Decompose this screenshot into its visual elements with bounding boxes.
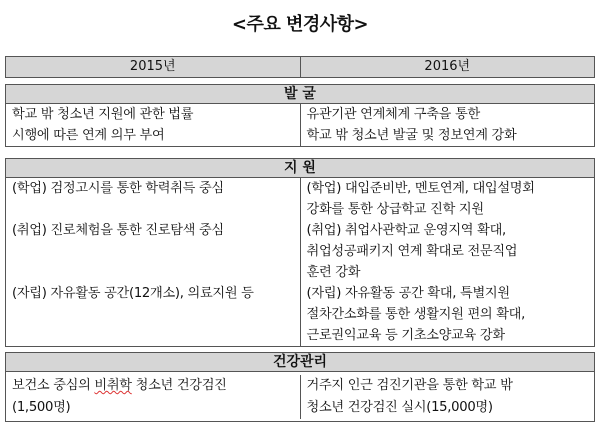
cell-2016 (300, 283, 595, 346)
header-2016: 2016년 (300, 57, 595, 77)
text-line: (취업) 진로체험을 통한 진로탐색 중심 (12, 223, 224, 238)
text-line: 근로권익교육 등 기초소양교육 강화 (306, 328, 505, 343)
spellcheck-marked-word: 비취학 (94, 378, 132, 393)
text-segment: 청소년 건강검진 (131, 378, 227, 393)
text-line: (학업) 대입준비반, 멘토연계, 대입설명회 (306, 181, 535, 196)
section-discovery (5, 84, 595, 147)
text-line: 시행에 따른 연계 의무 부여 (12, 128, 165, 143)
section-health (5, 352, 595, 422)
text-line: 청소년 건강검진 실시(15,000명) (306, 400, 493, 415)
header-2015: 2015년 (129, 59, 176, 74)
year-header-row (6, 57, 594, 77)
cell-2015 (6, 104, 300, 146)
text-line: (학업) 검정고시를 통한 학력취득 중심 (12, 181, 224, 196)
cell-2016 (300, 220, 595, 283)
text-line: 강화를 통한 상급학교 진학 지원 (306, 202, 484, 217)
year-header-table (5, 56, 595, 78)
cell-2015 (6, 178, 300, 220)
table-row (6, 104, 594, 146)
table-row (6, 178, 594, 220)
text-line: 거주지 인근 검진기관을 통한 학교 밖 (306, 378, 513, 393)
text-line: (1,500명) (12, 400, 71, 415)
text-line: 취업성공패키지 연계 확대로 전문직업 (306, 244, 518, 259)
text-segment: 보건소 중심의 (12, 378, 95, 393)
table-row (6, 220, 594, 283)
cell-2016 (300, 178, 595, 220)
section-title-discovery: 발 굴 (6, 85, 594, 104)
text-line: 절차간소화를 통한 생활지원 편의 확대, (306, 307, 525, 322)
section-title-support: 지 원 (6, 159, 594, 178)
cell-2015 (6, 283, 300, 346)
cell-2016 (300, 104, 595, 146)
page-title: <주요 변경사항> (231, 14, 369, 35)
text-line: 학교 밖 청소년 발굴 및 정보연계 강화 (306, 128, 517, 143)
text-line: (취업) 취업사관학교 운영지역 확대, (306, 223, 506, 238)
cell-2015 (6, 375, 300, 419)
section-support (5, 158, 595, 347)
text-line: 학교 밖 청소년 지원에 관한 법률 (12, 107, 194, 122)
section-title-health: 건강관리 (6, 353, 594, 372)
cell-2016 (300, 375, 595, 419)
text-line (12, 375, 294, 397)
cell-2015 (6, 220, 300, 283)
text-line: (자립) 자유활동 공간(12개소), 의료지원 등 (12, 286, 254, 301)
table-row (6, 372, 594, 421)
table-row (6, 283, 594, 346)
text-line: (자립) 자유활동 공간 확대, 특별지원 (306, 286, 510, 301)
text-line: 유관기관 연계체계 구축을 통한 (306, 107, 480, 122)
text-line: 훈련 강화 (306, 265, 361, 280)
